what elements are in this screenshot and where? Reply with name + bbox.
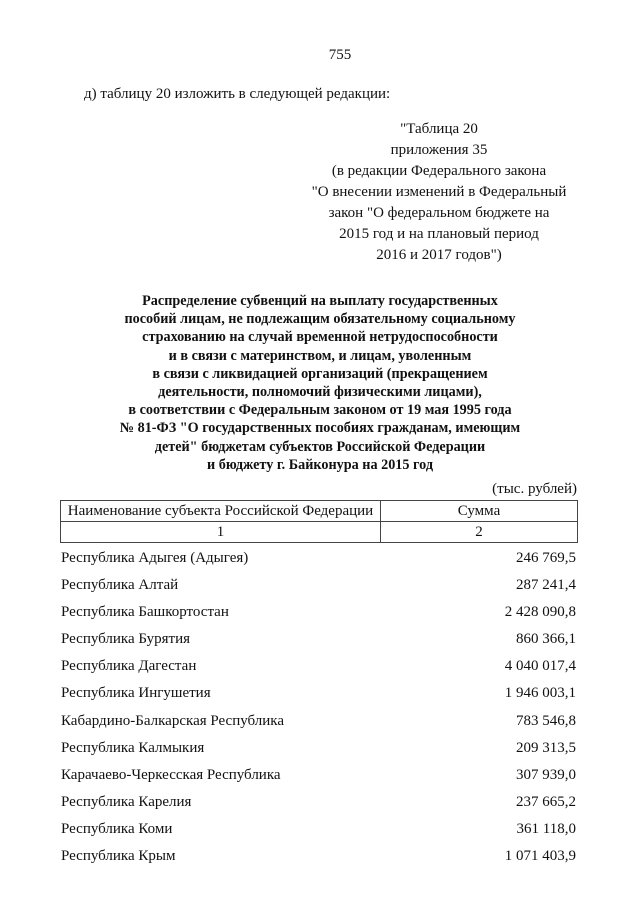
appendix-line: "О внесении изменений в Федеральный bbox=[311, 184, 567, 200]
table-column-numbers-row bbox=[61, 522, 578, 543]
region-amount: 361 118,0 bbox=[516, 820, 576, 837]
region-amount: 860 366,1 bbox=[516, 631, 576, 648]
table-header-row bbox=[61, 501, 578, 522]
region-name: Республика Бурятия bbox=[61, 631, 191, 648]
column-number-1: 1 bbox=[61, 522, 381, 543]
intro-text: д) таблицу 20 изложить в следующей редакции: bbox=[84, 86, 391, 102]
column-header-amount: Сумма bbox=[381, 501, 578, 522]
table-row bbox=[60, 846, 578, 873]
units-label: (тыс. рублей) bbox=[492, 481, 577, 497]
region-amount: 1 946 003,1 bbox=[504, 685, 576, 702]
title-line: № 81-ФЗ "О государственных пособиях гражданам, имеющим bbox=[119, 420, 521, 437]
title-line: пособий лицам, не подлежащим обязательному социальному bbox=[124, 311, 516, 328]
region-name: Республика Алтай bbox=[61, 577, 179, 594]
title-line: и в связи с материнством, и лицам, уволенным bbox=[168, 347, 472, 364]
region-name: Республика Крым bbox=[61, 848, 176, 865]
appendix-line: "Таблица 20 bbox=[400, 121, 478, 137]
title-line: в соответствии с Федеральным законом от 19 мая 1995 года bbox=[128, 402, 512, 419]
title-line: детей" бюджетам субъектов Российской Федерации bbox=[154, 438, 486, 455]
region-name: Республика Карелия bbox=[61, 793, 192, 810]
region-amount: 209 313,5 bbox=[516, 739, 576, 756]
table-row bbox=[60, 602, 578, 629]
region-amount: 307 939,0 bbox=[516, 766, 576, 783]
region-amount: 287 241,4 bbox=[516, 577, 576, 594]
table-header bbox=[60, 500, 578, 543]
table-row bbox=[60, 629, 578, 656]
table-row bbox=[60, 738, 578, 765]
appendix-line: (в редакции Федерального закона bbox=[331, 163, 547, 179]
table-row bbox=[60, 656, 578, 683]
appendix-line: 2016 и 2017 годов") bbox=[376, 247, 502, 263]
region-name: Республика Калмыкия bbox=[61, 739, 205, 756]
title-line: в связи с ликвидацией организаций (прекращением bbox=[152, 365, 488, 382]
region-amount: 246 769,5 bbox=[516, 550, 576, 566]
document-title bbox=[60, 292, 580, 474]
table-row bbox=[60, 548, 578, 575]
region-amount: 2 428 090,8 bbox=[504, 604, 576, 621]
region-amount: 783 546,8 bbox=[516, 712, 576, 729]
appendix-line: закон "О федеральном бюджете на bbox=[328, 205, 550, 221]
title-line: и бюджету г. Байконура на 2015 год bbox=[207, 456, 433, 473]
table-body bbox=[60, 548, 578, 873]
table-row bbox=[60, 575, 578, 602]
region-name: Республика Адыгея (Адыгея) bbox=[61, 550, 249, 566]
table-row bbox=[60, 711, 578, 738]
region-amount: 237 665,2 bbox=[516, 793, 576, 810]
title-line: Распределение субвенций на выплату государственных bbox=[142, 293, 498, 309]
title-line: страхованию на случай временной нетрудоспособности bbox=[142, 329, 498, 346]
table-row bbox=[60, 765, 578, 792]
region-amount: 1 071 403,9 bbox=[504, 848, 576, 865]
region-name: Республика Ингушетия bbox=[61, 685, 211, 702]
title-line: деятельности, полномочий физическими лицами), bbox=[158, 384, 482, 401]
table-row bbox=[60, 683, 578, 710]
region-name: Кабардино-Балкарская Республика bbox=[61, 712, 285, 729]
region-name: Карачаево-Черкесская Республика bbox=[61, 766, 281, 783]
region-amount: 4 040 017,4 bbox=[504, 658, 576, 675]
column-number-2: 2 bbox=[381, 522, 578, 543]
region-name: Республика Коми bbox=[61, 820, 173, 837]
column-header-name: Наименование субъекта Российской Федерации bbox=[61, 501, 381, 522]
table-row bbox=[60, 792, 578, 819]
region-name: Республика Дагестан bbox=[61, 658, 197, 675]
appendix-line: 2015 год и на плановый период bbox=[339, 226, 539, 242]
appendix-header bbox=[296, 119, 582, 266]
table-row bbox=[60, 819, 578, 846]
page-number: 755 bbox=[328, 47, 352, 63]
appendix-line: приложения 35 bbox=[390, 142, 488, 158]
region-name: Республика Башкортостан bbox=[61, 604, 229, 621]
